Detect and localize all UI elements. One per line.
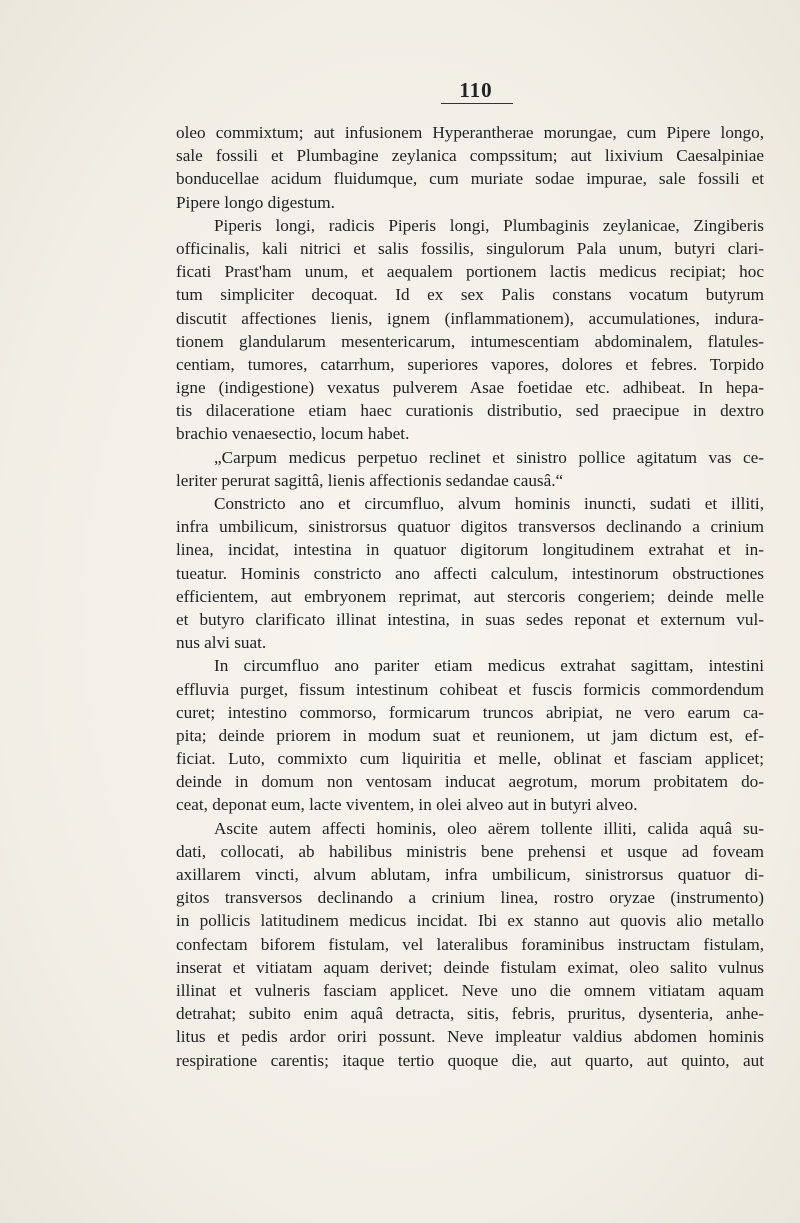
text-line: pita; deinde priorem in modum suat et reunionem, ut jam dictum est, ef- (176, 725, 764, 745)
text-line: effluvia purget, fissum intestinum cohibeat et fuscis formicis commordendum (176, 679, 764, 699)
text-line: oleo commixtum; aut infusionem Hyperantherae morungae, cum Pipere longo, (176, 123, 764, 142)
text-line: dati, collocati, ab habilibus ministris bene prehensi et usque ad foveam (176, 841, 764, 861)
text-line: tum simpliciter decoquat. Id ex sex Palis constans vocatum butyrum (176, 285, 764, 305)
text-line: Pipere longo digestum. (176, 192, 335, 212)
text-line: ficiat. Luto, commixto cum liquiritia et melle, oblinat et fasciam applicet; (176, 749, 764, 769)
text-line: curet; intestino commorso, formicarum truncos abripiat, ne vero earum ca- (176, 702, 764, 722)
text-line: ceat, deponat eum, lacte viventem, in olei alveo aut in butyri alveo. (176, 795, 638, 815)
text-line: detrahat; subito enim aquâ detracta, sitis, febris, pruritus, dysenteria, anhe- (176, 1004, 764, 1024)
text-line: infra umbilicum, sinistrorsus quatuor digitos transversos declinando a crinium (176, 517, 764, 537)
text-line: deinde in domum non ventosam inducat aegrotum, morum probitatem do- (176, 772, 764, 792)
text-line: efficientem, aut embryonem reprimat, aut stercoris congeriem; deinde melle (176, 586, 764, 606)
text-line: linea, incidat, intestina in quatuor digitorum longitudinem extrahat et in- (176, 540, 764, 560)
text-line: In circumfluo ano pariter etiam medicus extrahat sagittam, intestini (214, 656, 764, 676)
text-line: Ascite autem affecti hominis, oleo aërem tollente illiti, calida aquâ su- (214, 818, 764, 838)
text-line: brachio venaesectio, locum habet. (176, 424, 410, 444)
text-line: igne (indigestione) vexatus pulverem Asae foetidae etc. adhibeat. In hepa- (176, 378, 764, 398)
text-line: et butyro clarificato illinat intestina, in suas sedes reponat et externum vul- (176, 609, 764, 629)
text-line: ficati Prast'ham unum, et aequalem portionem lactis medicus recipiat; hoc (176, 262, 764, 282)
text-line: confectam biforem fistulam, vel lateralibus foraminibus instructam fistulam, (176, 934, 764, 954)
text-line: officinalis, kali nitrici et salis fossilis, singulorum Pala unum, butyri clari- (176, 238, 764, 258)
text-line: respiratione carentis; itaque tertio quoque die, aut quarto, aut quinto, aut (176, 1050, 764, 1070)
page-number: 110 (459, 78, 493, 102)
text-line: tis dilaceratione etiam haec curationis distributio, sed praecipue in dextro (176, 401, 764, 421)
text-line: gitos transversos declinando a crinium linea, rostro oryzae (instrumento) (176, 888, 764, 908)
text-line: Piperis longi, radicis Piperis longi, Plumbaginis zeylanicae, Zingiberis (214, 215, 764, 235)
text-line: litus et pedis ardor oriri possunt. Neve impleatur valdius abdomen hominis (176, 1027, 764, 1047)
body-text (176, 121, 764, 1072)
text-line: centiam, tumores, catarrhum, superiores vapores, dolores et febres. Torpido (176, 354, 764, 374)
text-line: illinat et vulneris fasciam applicet. Neve uno die omnem vitiatam aquam (176, 980, 764, 1000)
text-line: tionem glandularum mesentericarum, intumescentiam abdominalem, flatules- (176, 331, 764, 351)
text-line: bonducellae acidum fluidumque, cum muriate sodae impurae, sale fossili et (176, 169, 764, 189)
text-line: Constricto ano et circumfluo, alvum hominis inuncti, sudati et illiti, (214, 494, 764, 513)
text-line: sale fossili et Plumbagine zeylanica compssitum; aut lixivium Caesalpiniae (176, 146, 764, 166)
text-line: in pollicis latitudinem medicus incidat. Ibi ex stanno aut quovis alio metallo (176, 911, 764, 931)
text-line: nus alvi suat. (176, 633, 267, 653)
text-line: discutit affectiones lienis, ignem (inflammationem), accumulationes, indura- (176, 308, 764, 328)
text-line: „Carpum medicus perpetuo reclinet et sinistro pollice agitatum vas ce- (214, 447, 764, 467)
page-number-rule (441, 103, 513, 104)
text-line: axillarem vincti, alvum ablutam, infra umbilicum, sinistrorsus quatuor di- (176, 865, 764, 884)
text-line: tueatur. Hominis constricto ano affecti calculum, intestinorum obstructiones (176, 563, 764, 583)
text-line: inserat et vitiatam aquam derivet; deinde fistulam eximat, oleo salito vulnus (176, 957, 764, 977)
text-line: leriter perurat sagittâ, lienis affectionis sedandae causâ.“ (176, 470, 564, 490)
